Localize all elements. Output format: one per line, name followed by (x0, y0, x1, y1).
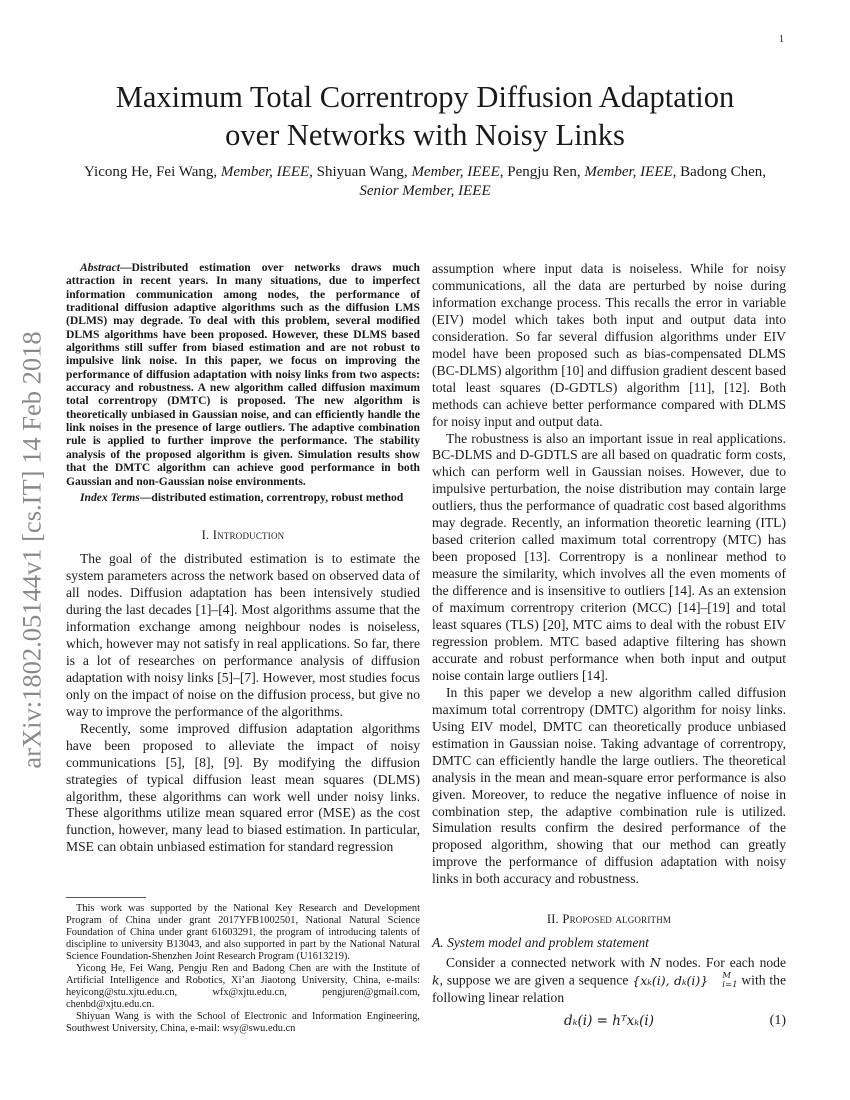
author-membership: Member, IEEE (411, 164, 500, 180)
footnote-funding: This work was supported by the National Key Research and Development Program of China under grant 2017YFB1002501, National Natural Science Foundation of China under grant 61603291, the program of introducing talents of discipline to university B13043, and also supported in part by the National Natural Science Foundation-Shenzhen Joint Research Program (U1613219). (66, 903, 420, 963)
author-names-3: , Pengju Ren, (499, 164, 585, 180)
body-paragraph-contribution: In this paper we develop a new algorithm called diffusion maximum total correntropy (DMTC) algorithm for noisy links. Using EIV model, DMTC can theoretically produce unbiased estimation in Gaussian noise. Taking advantage of correntropy, DMTC can efficiently handle the large outliers. The theoretical analysis in the mean and mean-square error performance is also given. Moreover, to reduce the negative influence of noise in combination step, the adaptive combination rule is utilized. Simulation results confirm the desired performance of the proposed algorithm, showing that our method can greatly improve the performance of diffusion adaptation with noisy links in both accuracy and robustness. (432, 684, 786, 887)
text-run: , suppose we are given a sequence (439, 972, 633, 988)
section-title: Proposed algorithm (562, 912, 672, 927)
system-model-paragraph (432, 955, 786, 1007)
arxiv-watermark (14, 300, 50, 800)
footnote-divider (66, 897, 146, 898)
body-paragraph-robustness: The robustness is also an important issue in real applications. BC-DLMS and D-GDTLS are all based on quadratic form costs, which can perform well in Gaussian noises. However, due to impulsive perturbation, the noise distribution may contain large outliers, thus the performance of quadratic cost based algorithms may degrade. Recently, an information theoretic learning (ITL) based criterion called maximum total correntropy (MTC) has been proposed [13]. Correntropy is a nonlinear method to measure the similarity, which involves all the even moments of the difference and is insensitive to outliers [14]. As an extension of maximum correntropy criterion (MCC) [14]–[19] and total least squares (TLS) [20], MTC aims to deal with the robust EIV regression problem. MTC based adaptive filtering has shown accurate and robust performance when both input and output noise contain large outliers [14]. (432, 430, 786, 683)
abstract (66, 261, 420, 488)
section-title: Introduction (212, 528, 285, 543)
abstract-text: —Distributed estimation over networks draws much attraction in recent years. In many situations, due to imperfect information communication among nodes, the performance of traditional diffusion adaptive algorithms such as the diffusion LMS (DLMS) may degrade. To deal with this problem, several modified DLMS algorithms have been proposed. However, these DLMS based algorithms still suffer from biased estimation and are not robust to impulsive link noise. In this paper, we focus on improving the performance of diffusion adaptation with noisy links from two aspects: accuracy and robustness. A new algorithm called diffusion maximum total correntropy (DMTC) is proposed. The new algorithm is theoretically unbiased in Gaussian noise, and can efficiently handle the link noises in the presence of large outliers. The adaptive combination rule is applied to further improve the performance. The stability analysis of the proposed algorithm is given. Simulation results show that the DMTC algorithm can achieve good performance in both Gaussian and non-Gaussian noise environments. (66, 261, 420, 488)
equation-number: (1) (769, 1013, 786, 1029)
title-line-1: Maximum Total Correntropy Diffusion Adaptation (115, 80, 735, 114)
text-run: nodes. For each node (660, 955, 786, 971)
math-symbol: N (649, 955, 661, 971)
author-names-1: Yicong He, Fei Wang, (84, 164, 221, 180)
text-run: Consider a connected network with (446, 955, 650, 971)
section-number: I. (201, 528, 213, 543)
equation-body: dₖ(i) = hᵀxₖ(i) (563, 1013, 655, 1030)
body-paragraph-eiv: assumption where input data is noiseless. While for noisy communications, all the data are perturbed by noise during information exchange process. This recalls the error in variable (EIV) model which takes both input and output data into consideration. So far several diffusion algorithms under EIV model have been proposed such as bias-compensated DLMS (BC-DLMS) algorithm [10] and diffusion gradient descent based total least squares (D-GDTLS) algorithm [11], [12]. Both methods can achieve better performance compared with DLMS for noisy input and output data. (432, 261, 786, 429)
equation-1 (432, 1013, 786, 1029)
right-column (432, 261, 786, 1029)
math-set: {xₖ(i), dₖ(i)} (632, 972, 709, 988)
math-symbol: k (432, 972, 440, 988)
arxiv-id: arXiv:1802.05144v1 [cs.IT] 14 Feb 2018 (16, 331, 47, 769)
section-heading-proposed-algorithm (432, 912, 786, 927)
intro-paragraph-1: The goal of the distributed estimation is to estimate the system parameters across the network based on observed data of all nodes. Diffusion adaptation has been intensively studied during the last decades [1]–[4]. Most algorithms assume that the information exchange among neighbour nodes is noiseless, which, however may not satisfy in real applications. So far, there is a lot of researches on performance analysis of diffusion adaptation with noisy links [5]–[7]. However, most studies focus only on the impact of noise on the diffusion process, but give no way to improve the performance of the algorithms. (66, 551, 420, 719)
footnotes (66, 903, 420, 1036)
intro-paragraph-2: Recently, some improved diffusion adaptation algorithms have been proposed to alleviate the impact of noisy communications [5], [8], [9]. By modifying the diffusion strategies of typical diffusion least mean squares (DLMS) algorithm, these algorithms can work well under noisy links. These algorithms utilize mean squared error (MSE) as the cost function, however, many lead to biased estimation. In particular, MSE can obtain unbiased estimation for standard regression (66, 720, 420, 855)
left-column (66, 261, 420, 856)
paper-title (66, 78, 784, 154)
author-names-4: , Badong Chen, (672, 164, 766, 180)
text-run: with the following linear relation (432, 972, 786, 1006)
page-number: 1 (779, 34, 784, 45)
subsection-heading: A. System model and problem statement (432, 935, 649, 951)
index-terms-text: —distributed estimation, correntropy, robust method (139, 490, 404, 504)
abstract-label: Abstract (80, 261, 120, 274)
footnote-affiliation-2: Shiyuan Wang is with the School of Electronic and Information Engineering, Southwest University, China, e-mail: wsy@swu.edu.cn (66, 1011, 420, 1035)
math-sequence (632, 971, 738, 991)
math-superscript: M (722, 971, 731, 982)
author-membership: Member, IEEE (220, 164, 310, 180)
index-terms (66, 491, 420, 504)
section-number: II. (546, 912, 563, 927)
title-line-2: over Networks with Noisy Links (225, 118, 625, 152)
author-membership: Senior Member, IEEE (359, 183, 491, 199)
author-list (50, 163, 800, 201)
author-names-2: , Shiyuan Wang, (309, 164, 412, 180)
math-subscript: i=1 (722, 980, 738, 991)
section-heading-introduction (66, 528, 420, 543)
footnote-affiliation-1: Yicong He, Fei Wang, Pengju Ren and Badong Chen are with the Institute of Artificial Intelligence and Robotics, Xi’an Jiaotong University, China, e-mails: heyicong@stu.xjtu.edu.cn, wfx@xjtu.edu.cn, pengjuren@gmail.com, chenbd@xjtu.edu.cn. (66, 963, 420, 1011)
author-membership: Member, IEEE (584, 164, 673, 180)
index-terms-label: Index Terms (80, 490, 140, 504)
